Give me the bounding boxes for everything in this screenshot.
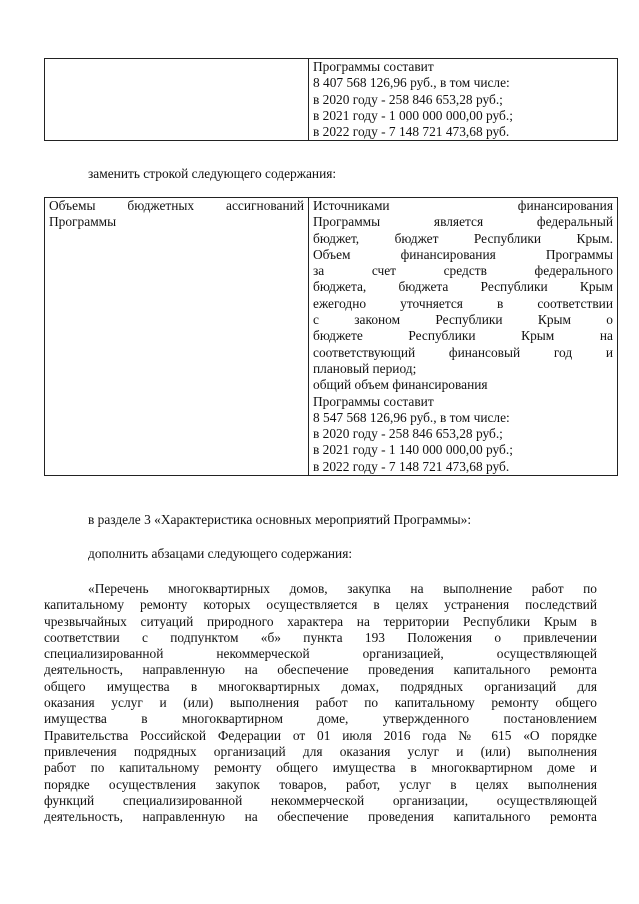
body-line: общего имущества в многоквартирных домах, подрядных организаций для (44, 678, 597, 694)
body-line: Правительства Российской Федерации от 01 июля 2016 года № 615 «О порядке (44, 727, 597, 743)
table-top-line: в 2022 году - 7 148 721 473,68 руб. (313, 124, 510, 140)
table-new-right-cell (309, 198, 618, 476)
body-line: привлечения подрядных организаций для оказания услуг и (или) выполнения (44, 743, 597, 759)
body-line: специализированной некоммерческой организацией, осуществляющей (44, 646, 597, 662)
table-new-right-line: в 2022 году - 7 148 721 473,68 руб. (313, 458, 510, 474)
body-line: соответствии с подпунктом «б» пункта 193 Положения о привлечении (44, 629, 597, 645)
table-new-right-line: Источниками финансирования (313, 198, 613, 213)
inserted-paragraph (44, 581, 597, 825)
table-top-line: Программы составит (313, 59, 434, 74)
table-new-right-line: с законом Республики Крым о (313, 312, 613, 328)
body-line: порядке осуществления закупок товаров, работ, услуг в целях выполнения (44, 776, 597, 792)
table-new-right-line: ежегодно уточняется в соответствии (313, 295, 613, 311)
table-new-right-line: Объем финансирования Программы (313, 246, 613, 262)
body-line: функций специализированной некоммерческой организации, осуществляющей (44, 792, 597, 808)
table-top-left-cell (45, 59, 309, 141)
body-line: чрезвычайных ситуаций природного характера на территории Республики Крым в (44, 613, 597, 629)
body-line: капитальному ремонту которых осуществляется в целях устранения последствий (44, 597, 597, 613)
table-new-left-cell (45, 198, 309, 476)
table-top-fragment (44, 58, 618, 141)
table-new-left-line: Объемы бюджетных ассигнований (49, 198, 304, 213)
section-instruction: в разделе 3 «Характеристика основных мероприятий Программы»: (88, 512, 472, 527)
table-top-right-cell (309, 59, 618, 141)
add-instruction: дополнить абзацами следующего содержания: (88, 546, 353, 561)
body-line: имущества в многоквартирном доме, утвержденного постановлением (44, 711, 597, 727)
body-line: деятельность, направленную на обеспечение проведения капитального ремонта (44, 809, 597, 825)
table-new-right-line: за счет средств федерального (313, 263, 613, 279)
table-new-right-line: плановый период; (313, 360, 417, 376)
table-new-right-line: Программы является федеральный (313, 214, 613, 230)
table-new-right-line: Программы составит (313, 393, 434, 409)
table-new-right-line: 8 547 568 126,96 руб., в том числе: (313, 409, 510, 425)
table-new-right-line: в 2020 году - 258 846 653,28 руб.; (313, 426, 503, 442)
table-new-right-line: бюджете Республики Крым на (313, 328, 613, 344)
table-new-right-line: общий объем финансирования (313, 377, 488, 393)
table-new-right-line: в 2021 году - 1 140 000 000,00 руб.; (313, 442, 513, 458)
table-new-right-line: соответствующий финансовый год и (313, 344, 613, 360)
table-top-line: в 2021 году - 1 000 000 000,00 руб.; (313, 107, 513, 123)
replace-instruction: заменить строкой следующего содержания: (88, 166, 337, 181)
table-new-right-line: бюджета, бюджета Республики Крым (313, 279, 613, 295)
body-line: «Перечень многоквартирных домов, закупка на выполнение работ по (88, 581, 597, 596)
body-line: работ по капитальному ремонту общего имущества в многоквартирном доме и (44, 760, 597, 776)
body-line: оказания услуг и (или) выполнения работ по капитальному ремонту общего (44, 695, 597, 711)
table-new-row (44, 197, 618, 476)
table-new-left-line: Программы (49, 214, 117, 230)
table-top-line: в 2020 году - 258 846 653,28 руб.; (313, 91, 503, 107)
table-new-right-line: бюджет, бюджет Республики Крым. (313, 230, 613, 246)
table-top-line: 8 407 568 126,96 руб., в том числе: (313, 75, 510, 91)
body-line: деятельность, направленную на обеспечение проведения капитального ремонта (44, 662, 597, 678)
